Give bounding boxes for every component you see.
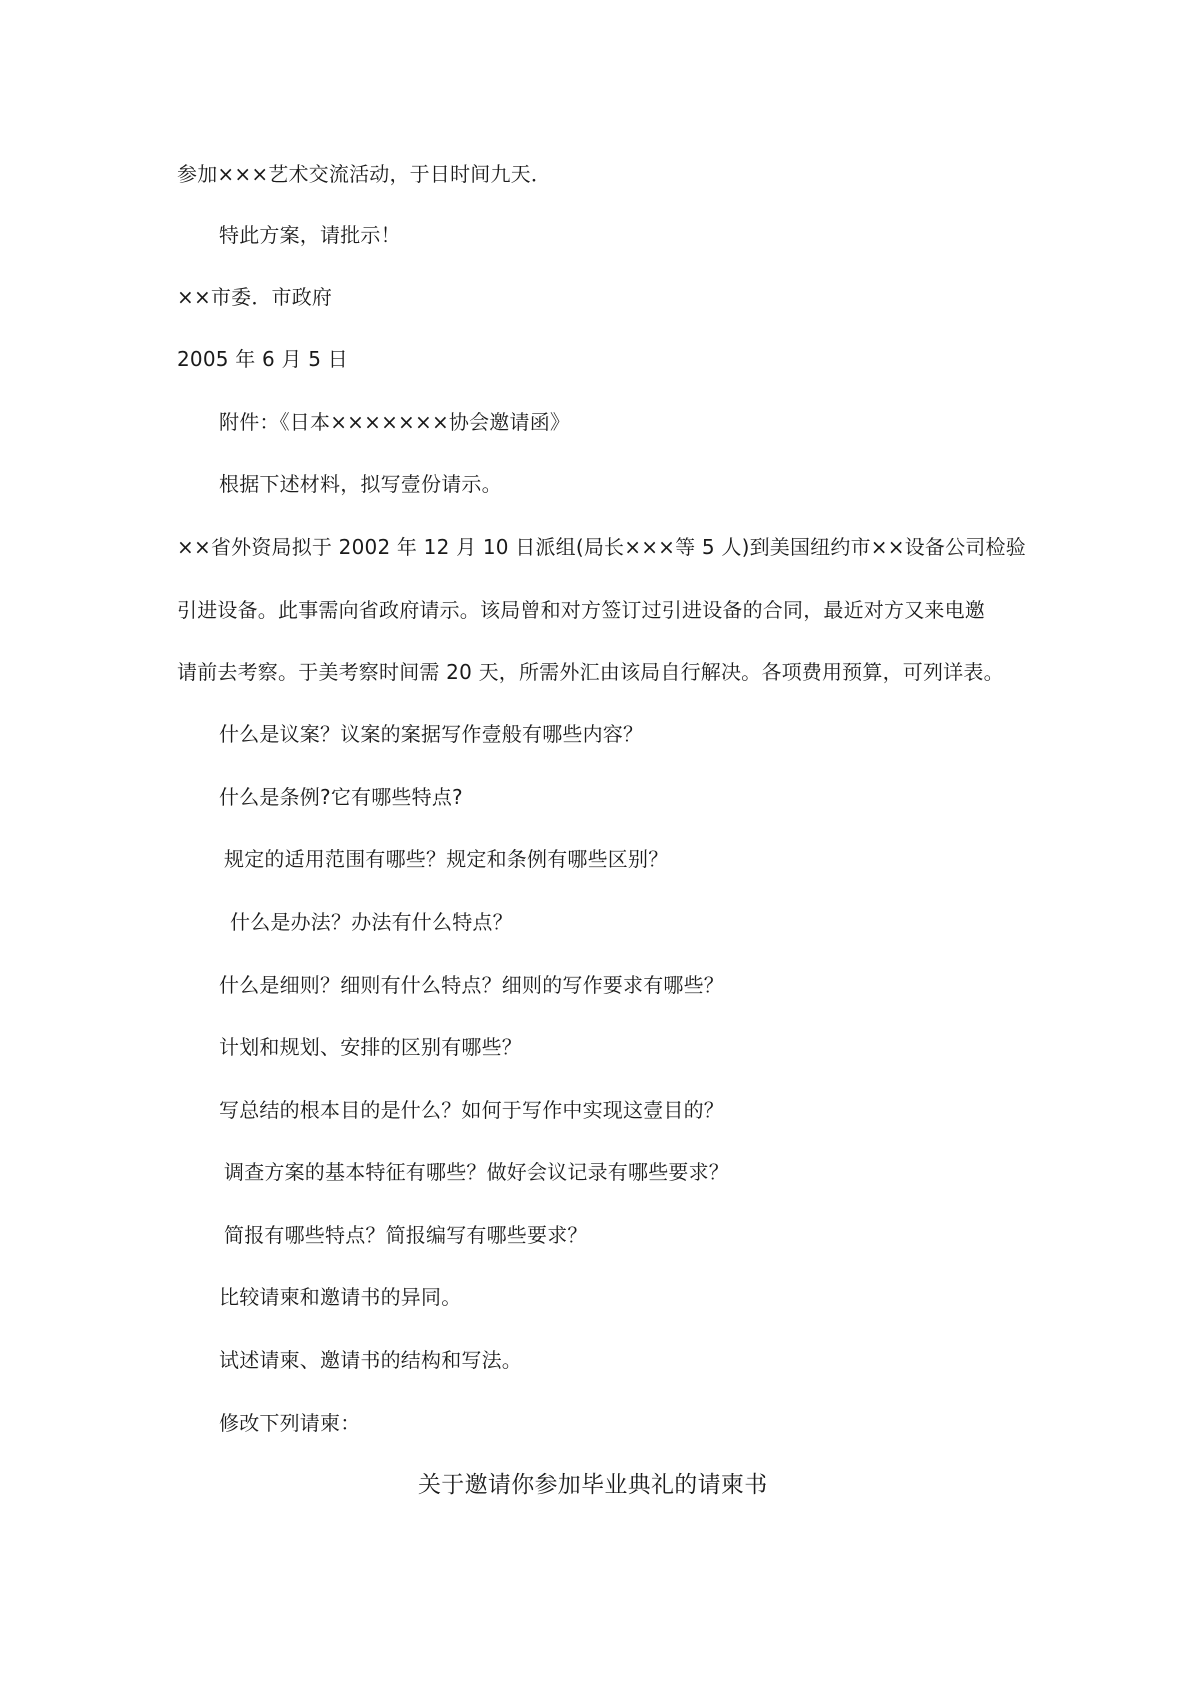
- text-line-2: 特此方案，请批示！: [219, 223, 401, 247]
- text-line-5: 附件：《日本×××××××协会邀请函》: [219, 410, 571, 434]
- text-line-9: 请前去考察。于美考察时间需 20 天，所需外汇由该局自行解决。各项费用预算，可列详表。: [177, 660, 1004, 684]
- text-line-17: 调查方案的基本特征有哪些？做好会议记录有哪些要求？: [224, 1160, 729, 1184]
- text-line-12: 规定的适用范围有哪些？规定和条例有哪些区别？: [224, 847, 669, 871]
- text-line-8: 引进设备。此事需向省政府请示。该局曾和对方签订过引进设备的合同，最近对方又来电邀: [177, 598, 985, 622]
- text-line-21: 修改下列请柬：: [219, 1411, 361, 1435]
- text-line-15: 计划和规划、安排的区别有哪些？: [219, 1035, 522, 1059]
- text-line-11: 什么是条例?它有哪些特点?: [219, 785, 463, 809]
- text-line-13: 什么是办法？办法有什么特点？: [230, 910, 513, 934]
- text-line-19: 比较请柬和邀请书的异同。: [219, 1285, 462, 1309]
- text-line-16: 写总结的根本目的是什么？如何于写作中实现这壹目的？: [219, 1098, 724, 1122]
- text-line-4: 2005 年 6 月 5 日: [177, 347, 348, 371]
- text-line-14: 什么是细则？细则有什么特点？细则的写作要求有哪些？: [219, 973, 724, 997]
- text-line-1: 参加×××艺术交流活动，于日时间九天．: [177, 162, 552, 186]
- text-line-20: 试述请柬、邀请书的结构和写法。: [219, 1348, 522, 1372]
- text-line-18: 简报有哪些特点？简报编写有哪些要求？: [224, 1223, 588, 1247]
- text-line-10: 什么是议案？议案的案据写作壹般有哪些内容？: [219, 722, 644, 746]
- text-line-6: 根据下述材料，拟写壹份请示。: [219, 472, 502, 496]
- text-line-7: ××省外资局拟于 2002 年 12 月 10 日派组(局长×××等 5 人)到美国纽约市××设备公司检验: [177, 535, 1026, 559]
- text-line-3: ××市委．市政府: [177, 285, 333, 309]
- invitation-title: 关于邀请你参加毕业典礼的请柬书: [418, 1472, 768, 1498]
